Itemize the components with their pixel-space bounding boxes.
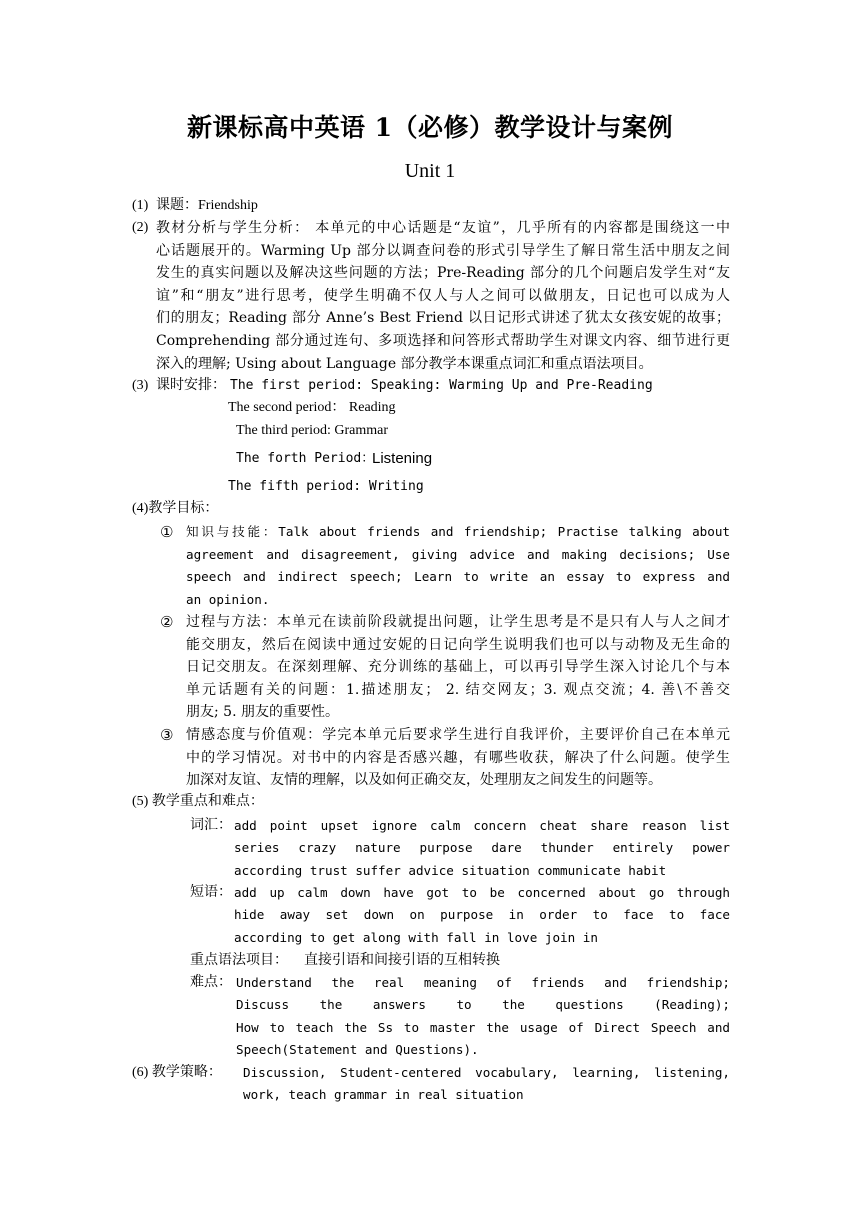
section-5-heading: (5) 教学重点和难点： [132,794,264,809]
schedule-label: 课时安排： [156,378,226,393]
phr-line: according to get along with fall in love join in [234,929,598,945]
section-1-topic: 课题：Friendship [156,198,258,213]
schedule-period-2: The second period： Reading [228,400,396,415]
grammar-label: 重点语法项目： [190,953,288,968]
schedule-period-3: The third period: Grammar [236,423,389,438]
schedule-period-4: The forth Period： [236,451,375,466]
g1-line: 知识与技能：Talk about friends and friendship; Practise talking about [186,524,730,539]
g1-line: speech and indirect speech; Learn to write an essay to express and [186,569,730,585]
goal-3-marker: ③ [160,726,174,744]
g2-line: 能交朋友，然后在阅读中通过安妮的日记向学生说明我们也可以与动物及无生命的 [186,636,730,653]
s2-line: 教材分析与学生分析： 本单元的中心话题是“友谊”，几乎所有的内容都是围绕这一中 [156,220,730,236]
phr-line: hide away set down on purpose in order to face to face [234,907,730,923]
difficulties-label: 难点： [190,975,232,990]
g2-line: 日记交朋友。在深刻理解、充分训练的基础上，可以再引导学生深入讨论几个与本 [186,659,730,676]
s6-line: work, teach grammar in real situation [243,1087,524,1103]
g3-line: 中的学习情况。对书中的内容是否感兴趣，有哪些收获，解决了什么问题。使学生 [186,749,730,766]
s2-line: 发生的真实问题以及解决这些问题的方法；Pre-Reading 部分的几个问题启发学生对“友 [156,265,730,282]
s2-line: 深入的理解; Using about Language 部分教学本课重点词汇和重点语法项目。 [156,355,653,372]
g2-line: 单元话题有关的问题：1.描述朋友； 2. 结交网友；3. 观点交流；4. 善\不善交 [186,681,730,698]
g1-line: agreement and disagreement, giving advice and making decisions; Use [186,546,730,562]
vocab-line: series crazy nature purpose dare thunder entirely power [234,840,730,856]
s2-line: Comprehending 部分通过连句、多项选择和问答形式帮助学生对课文内容、细节进行更 [156,333,730,349]
s2-line: 们的朋友；Reading 部分 Anne’s Best Friend 以日记形式讲述了犹太女孩安妮的故事； [156,310,730,327]
section-4-heading: (4)教学目标： [132,501,219,516]
section-6-heading: (6) 教学策略： [132,1065,222,1080]
vocab-line: add point upset ignore calm concern cheat share reason list [234,818,730,833]
vocab-line: according trust suffer advice situation communicate habit [234,862,667,878]
schedule-period-1: The first period: Speaking: Warming Up and Pre-Reading [230,378,653,393]
diff-line: Discuss the answers to the questions (Reading); [236,997,730,1013]
phrases-label: 短语： [190,885,232,900]
grammar-text: 直接引语和间接引语的互相转换 [304,953,500,968]
phr-line: add up calm down have got to be concerned about go through [234,885,730,900]
section-1-number: (1) [132,198,149,213]
diff-line: Speech(Statement and Questions). [236,1042,479,1058]
g1-line: an opinion. [186,591,270,607]
g3-line: 加深对友谊、友情的理解，以及如何正确交友，处理朋友之间发生的问题等。 [186,772,662,789]
diff-line: How to teach the Ss to master the usage of Direct Speech and [236,1019,730,1035]
goal-1-marker: ① [160,523,174,541]
page-title: 新课标高中英语 1（必修）教学设计与案例 [186,113,674,142]
g2-line: 朋友; 5. 朋友的重要性。 [186,704,339,721]
vocabulary-label: 词汇： [190,818,232,833]
unit-heading: Unit 1 [404,160,456,182]
s2-line: 心话题展开的。Warming Up 部分以调查问卷的形式引导学生了解日常生活中朋友之间 [156,242,730,259]
diff-line: Understand the real meaning of friends and friendship; [236,975,730,990]
s2-line: 谊”和“朋友”进行思考，使学生明确不仅人与人之间可以做朋友，日记也可以成为人 [156,287,730,304]
goal-2-marker: ② [160,613,174,631]
section-2-number: (2) [132,220,149,235]
section-3-number: (3) [132,378,149,393]
g3-line: 情感态度与价值观：学完本单元后要求学生进行自我评价，主要评价自己在本单元 [186,727,730,743]
schedule-period-4-listening: Listening [372,450,433,467]
schedule-period-5: The fifth period: Writing [228,479,424,494]
s6-line: Discussion, Student-centered vocabulary, learning, listening, [243,1065,730,1080]
g2-line: 过程与方法：本单元在读前阶段就提出问题，让学生思考是不是只有人与人之间才 [186,614,730,630]
